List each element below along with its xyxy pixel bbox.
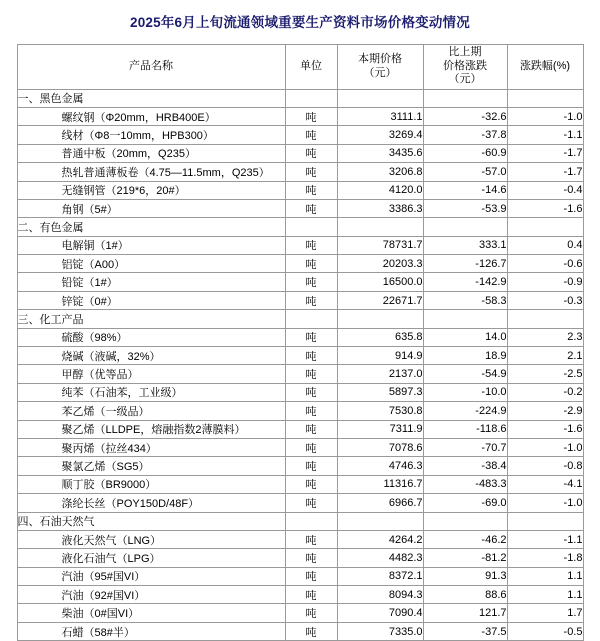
row-price-change: -54.9 <box>423 365 507 383</box>
row-current-price: 8372.1 <box>337 567 423 585</box>
table-row <box>17 310 583 328</box>
table-body <box>17 89 583 641</box>
table-row <box>17 365 583 383</box>
table-row <box>17 457 583 475</box>
row-unit: 吨 <box>285 126 337 144</box>
row-unit: 吨 <box>285 236 337 254</box>
row-percent-change: -0.2 <box>507 383 583 401</box>
row-unit: 吨 <box>285 438 337 456</box>
row-price-change: -10.0 <box>423 383 507 401</box>
row-product-name: 石蜡（58#半） <box>17 622 285 640</box>
row-unit: 吨 <box>285 530 337 548</box>
row-current-price: 3111.1 <box>337 107 423 125</box>
row-current-price: 635.8 <box>337 328 423 346</box>
row-price-change: -53.9 <box>423 199 507 217</box>
row-unit: 吨 <box>285 347 337 365</box>
row-percent-change: 1.1 <box>507 567 583 585</box>
table-row <box>17 494 583 512</box>
row-percent-change: -1.1 <box>507 126 583 144</box>
row-percent-change: -0.8 <box>507 457 583 475</box>
row-percent-change: 2.1 <box>507 347 583 365</box>
table-row <box>17 586 583 604</box>
row-percent-change <box>507 310 583 328</box>
row-price-change: 121.7 <box>423 604 507 622</box>
row-current-price: 7335.0 <box>337 622 423 640</box>
row-price-change: -37.5 <box>423 622 507 640</box>
table-row <box>17 107 583 125</box>
row-unit <box>285 512 337 530</box>
column-header-change <box>423 44 507 89</box>
row-percent-change: -4.1 <box>507 475 583 493</box>
row-percent-change <box>507 89 583 107</box>
row-unit: 吨 <box>285 365 337 383</box>
page-title: 2025年6月上旬流通领域重要生产资料市场价格变动情况 <box>130 15 470 30</box>
row-unit: 吨 <box>285 199 337 217</box>
row-unit: 吨 <box>285 255 337 273</box>
row-current-price: 7311.9 <box>337 420 423 438</box>
table-row <box>17 255 583 273</box>
row-product-name: 无缝钢管（219*6，20#） <box>17 181 285 199</box>
row-current-price: 5897.3 <box>337 383 423 401</box>
table-row <box>17 383 583 401</box>
row-current-price: 4120.0 <box>337 181 423 199</box>
row-price-change: -58.3 <box>423 291 507 309</box>
row-percent-change: -1.8 <box>507 549 583 567</box>
row-percent-change: 0.4 <box>507 236 583 254</box>
row-price-change <box>423 218 507 236</box>
row-current-price: 6966.7 <box>337 494 423 512</box>
table-row <box>17 530 583 548</box>
row-product-name: 聚丙烯（拉丝434） <box>17 438 285 456</box>
row-percent-change <box>507 512 583 530</box>
row-current-price: 7078.6 <box>337 438 423 456</box>
row-percent-change: -1.1 <box>507 530 583 548</box>
row-price-change: 333.1 <box>423 236 507 254</box>
row-unit: 吨 <box>285 328 337 346</box>
row-percent-change: -1.0 <box>507 494 583 512</box>
row-current-price: 7090.4 <box>337 604 423 622</box>
row-percent-change: -0.4 <box>507 181 583 199</box>
row-price-change: -32.6 <box>423 107 507 125</box>
table-row <box>17 622 583 640</box>
row-unit: 吨 <box>285 163 337 181</box>
row-product-name: 纯苯（石油苯，工业级） <box>17 383 285 401</box>
row-price-change: -224.9 <box>423 402 507 420</box>
column-header-current-price <box>337 44 423 89</box>
row-product-name: 甲醇（优等品） <box>17 365 285 383</box>
row-percent-change <box>507 218 583 236</box>
row-product-name: 聚氯乙烯（SG5） <box>17 457 285 475</box>
row-price-change: 91.3 <box>423 567 507 585</box>
row-percent-change: -2.9 <box>507 402 583 420</box>
table-header-row <box>17 44 583 89</box>
row-product-name: 螺纹钢（Φ20mm，HRB400E） <box>17 107 285 125</box>
row-unit: 吨 <box>285 586 337 604</box>
row-current-price: 4264.2 <box>337 530 423 548</box>
row-price-change: -60.9 <box>423 144 507 162</box>
row-unit: 吨 <box>285 567 337 585</box>
row-unit: 吨 <box>285 420 337 438</box>
row-category-label: 三、化工产品 <box>17 310 285 328</box>
row-price-change <box>423 310 507 328</box>
row-unit: 吨 <box>285 383 337 401</box>
column-header-percent-change: 涨跌幅(%) <box>507 44 583 89</box>
row-percent-change: -2.5 <box>507 365 583 383</box>
row-product-name: 铝锭（A00） <box>17 255 285 273</box>
row-product-name: 涤纶长丝（POY150D/48F） <box>17 494 285 512</box>
row-current-price: 20203.3 <box>337 255 423 273</box>
table-row <box>17 144 583 162</box>
row-price-change: -69.0 <box>423 494 507 512</box>
row-unit: 吨 <box>285 181 337 199</box>
table-row <box>17 236 583 254</box>
table-row <box>17 549 583 567</box>
row-percent-change: -1.0 <box>507 438 583 456</box>
row-product-name: 硫酸（98%） <box>17 328 285 346</box>
row-current-price: 2137.0 <box>337 365 423 383</box>
table-row <box>17 328 583 346</box>
row-price-change <box>423 89 507 107</box>
row-percent-change: -0.5 <box>507 622 583 640</box>
row-price-change: -57.0 <box>423 163 507 181</box>
row-price-change: -14.6 <box>423 181 507 199</box>
row-unit <box>285 218 337 236</box>
table-row <box>17 126 583 144</box>
row-price-change: -70.7 <box>423 438 507 456</box>
table-row <box>17 163 583 181</box>
row-current-price <box>337 218 423 236</box>
row-unit: 吨 <box>285 144 337 162</box>
table-row <box>17 475 583 493</box>
row-current-price: 11316.7 <box>337 475 423 493</box>
row-current-price: 4482.3 <box>337 549 423 567</box>
row-product-name: 液化石油气（LPG） <box>17 549 285 567</box>
row-percent-change: -0.6 <box>507 255 583 273</box>
row-current-price <box>337 310 423 328</box>
row-product-name: 聚乙烯（LLDPE，熔融指数2薄膜料） <box>17 420 285 438</box>
row-current-price: 78731.7 <box>337 236 423 254</box>
row-current-price: 7530.8 <box>337 402 423 420</box>
row-unit: 吨 <box>285 107 337 125</box>
row-product-name: 汽油（92#国VI） <box>17 586 285 604</box>
column-header-change-line2: 价格涨跌 <box>443 59 487 72</box>
row-price-change: -37.8 <box>423 126 507 144</box>
row-product-name: 顺丁胶（BR9000） <box>17 475 285 493</box>
row-current-price: 22671.7 <box>337 291 423 309</box>
row-percent-change: 1.7 <box>507 604 583 622</box>
row-price-change <box>423 512 507 530</box>
row-current-price: 8094.3 <box>337 586 423 604</box>
row-percent-change: 2.3 <box>507 328 583 346</box>
row-current-price <box>337 512 423 530</box>
row-percent-change: -1.0 <box>507 107 583 125</box>
table-header <box>17 44 583 89</box>
column-header-current-price-line2: （元） <box>363 66 397 79</box>
column-header-change-line1: 比上期 <box>448 45 482 58</box>
table-row <box>17 89 583 107</box>
row-price-change: 88.6 <box>423 586 507 604</box>
column-header-product-name: 产品名称 <box>17 44 285 89</box>
row-unit: 吨 <box>285 273 337 291</box>
table-row <box>17 420 583 438</box>
row-price-change: -81.2 <box>423 549 507 567</box>
table-row <box>17 438 583 456</box>
row-price-change: -46.2 <box>423 530 507 548</box>
row-category-label: 二、有色金属 <box>17 218 285 236</box>
row-unit: 吨 <box>285 494 337 512</box>
row-percent-change: 1.1 <box>507 586 583 604</box>
table-row <box>17 402 583 420</box>
row-price-change: -118.6 <box>423 420 507 438</box>
row-percent-change: -1.7 <box>507 144 583 162</box>
row-percent-change: -1.6 <box>507 420 583 438</box>
row-current-price: 3269.4 <box>337 126 423 144</box>
column-header-unit: 单位 <box>285 44 337 89</box>
row-price-change: -142.9 <box>423 273 507 291</box>
row-product-name: 铅锭（1#） <box>17 273 285 291</box>
row-current-price: 3206.8 <box>337 163 423 181</box>
row-price-change: 18.9 <box>423 347 507 365</box>
column-header-change-line3: （元） <box>448 73 482 86</box>
table-row <box>17 347 583 365</box>
row-category-label: 四、石油天然气 <box>17 512 285 530</box>
row-product-name: 热轧普通薄板卷（4.75—11.5mm，Q235） <box>17 163 285 181</box>
row-unit: 吨 <box>285 291 337 309</box>
row-current-price: 16500.0 <box>337 273 423 291</box>
row-product-name: 柴油（0#国VI） <box>17 604 285 622</box>
table-row <box>17 291 583 309</box>
row-unit: 吨 <box>285 622 337 640</box>
row-percent-change: -1.7 <box>507 163 583 181</box>
row-unit: 吨 <box>285 604 337 622</box>
row-unit <box>285 89 337 107</box>
row-percent-change: -0.3 <box>507 291 583 309</box>
row-category-label: 一、黑色金属 <box>17 89 285 107</box>
row-product-name: 锌锭（0#） <box>17 291 285 309</box>
row-product-name: 苯乙烯（一级品） <box>17 402 285 420</box>
row-current-price: 914.9 <box>337 347 423 365</box>
row-unit: 吨 <box>285 402 337 420</box>
table-row <box>17 199 583 217</box>
row-unit: 吨 <box>285 475 337 493</box>
row-current-price <box>337 89 423 107</box>
row-product-name: 普通中板（20mm，Q235） <box>17 144 285 162</box>
table-row <box>17 181 583 199</box>
row-product-name: 汽油（95#国VI） <box>17 567 285 585</box>
row-current-price: 4746.3 <box>337 457 423 475</box>
row-current-price: 3386.3 <box>337 199 423 217</box>
row-product-name: 线材（Φ8一10mm，HPB300） <box>17 126 285 144</box>
row-product-name: 电解铜（1#） <box>17 236 285 254</box>
row-product-name: 角钢（5#） <box>17 199 285 217</box>
row-unit: 吨 <box>285 457 337 475</box>
column-header-current-price-line1: 本期价格 <box>358 52 402 65</box>
row-price-change: -38.4 <box>423 457 507 475</box>
table-row <box>17 218 583 236</box>
table-row <box>17 604 583 622</box>
row-unit: 吨 <box>285 549 337 567</box>
row-current-price: 3435.6 <box>337 144 423 162</box>
row-price-change: -126.7 <box>423 255 507 273</box>
row-percent-change: -1.6 <box>507 199 583 217</box>
price-table <box>17 44 584 641</box>
table-row <box>17 512 583 530</box>
row-unit <box>285 310 337 328</box>
row-percent-change: -0.9 <box>507 273 583 291</box>
table-row <box>17 567 583 585</box>
row-price-change: 14.0 <box>423 328 507 346</box>
table-row <box>17 273 583 291</box>
row-price-change: -483.3 <box>423 475 507 493</box>
row-product-name: 烧碱（液碱，32%） <box>17 347 285 365</box>
row-product-name: 液化天然气（LNG） <box>17 530 285 548</box>
